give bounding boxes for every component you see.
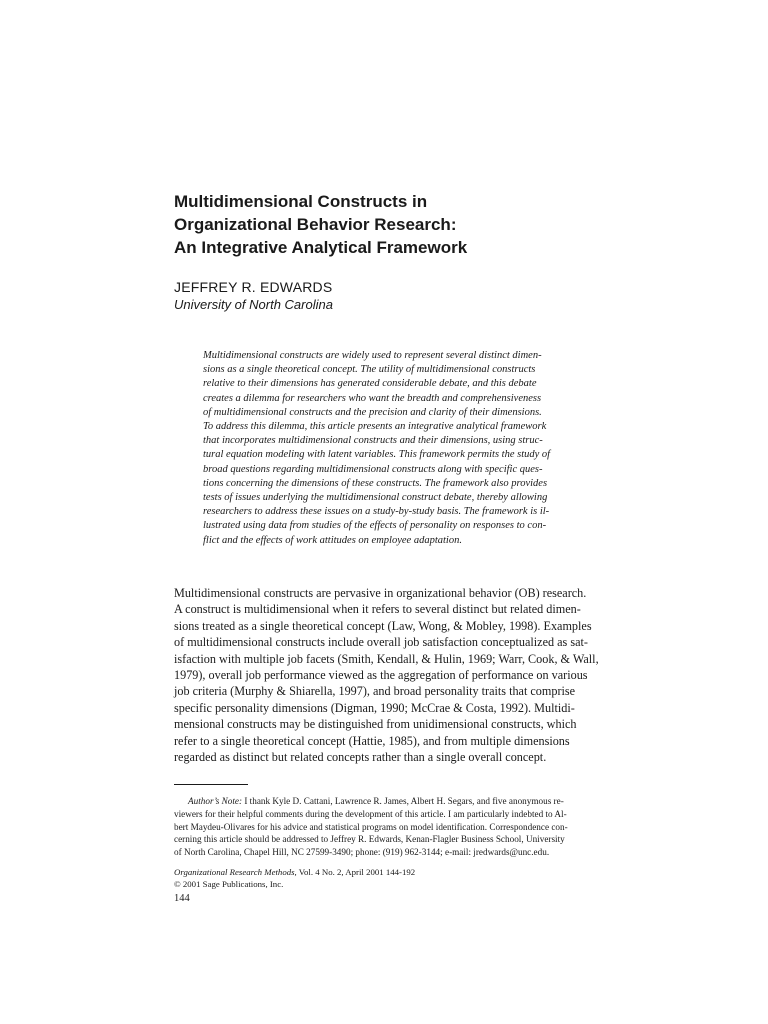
abstract-line: lustrated using data from studies of the effects of personality on responses to con- [203, 520, 547, 532]
abstract-line: researchers to address these issues on a study-by-study basis. The framework is il- [203, 506, 550, 518]
abstract-line: creates a dilemma for researchers who want the breadth and comprehensiveness [203, 392, 542, 404]
author-note-line: bert Maydeu-Olivares for his advice and statistical programs on model identification. Correspondence con- [174, 821, 568, 832]
abstract-line: flict and the effects of work attitudes on employee adaptation. [203, 534, 462, 546]
author-note-text: I thank Kyle D. Cattani, Lawrence R. James, Albert H. Segars, and five anonymous re- [242, 796, 564, 806]
abstract-line: tests of issues underlying the multidimensional construct debate, thereby allowing [203, 492, 548, 504]
article-title [174, 190, 614, 259]
title-line: An Integrative Analytical Framework [174, 238, 468, 257]
author-note-first-line [174, 795, 598, 808]
author-note [174, 795, 598, 859]
author-affiliation: University of North Carolina [174, 297, 333, 312]
abstract-line: tions concerning the dimensions of these constructs. The framework also provides [203, 477, 548, 489]
abstract-line: tural equation modeling with latent variables. This framework permits the study of [203, 449, 551, 461]
body-line: regarded as distinct but related concepts rather than a single overall concept. [174, 750, 547, 765]
journal-citation [174, 866, 415, 890]
footnote-divider [174, 784, 248, 785]
body-line: 1979), overall job performance viewed as the aggregation of performance on various [174, 668, 588, 683]
body-line: mensional constructs may be distinguished from unidimensional constructs, which [174, 717, 577, 732]
author-note-label: Author’s Note: [188, 796, 243, 806]
author-name: JEFFREY R. EDWARDS [174, 279, 333, 295]
journal-details: , Vol. 4 No. 2, April 2001 144-192 [294, 867, 416, 877]
body-line: isfaction with multiple job facets (Smith, Kendall, & Hulin, 1969; Warr, Cook, & Wall, [174, 651, 599, 666]
author-note-line: cerning this article should be addressed to Jeffrey R. Edwards, Kenan-Flagler Business School, University [174, 834, 565, 845]
abstract-line: Multidimensional constructs are widely used to represent several distinct dimen- [203, 350, 542, 361]
title-line: Organizational Behavior Research: [174, 215, 457, 234]
journal-name: Organizational Research Methods [174, 867, 295, 877]
title-line: Multidimensional Constructs in [174, 192, 428, 211]
abstract-line: To address this dilemma, this article presents an integrative analytical framework [203, 421, 547, 433]
body-paragraph [174, 585, 598, 765]
body-line: specific personality dimensions (Digman, 1990; McCrae & Costa, 1992). Multidi- [174, 700, 575, 715]
abstract-line: that incorporates multidimensional constructs and their dimensions, using struc- [203, 435, 543, 447]
abstract-line: of multidimensional constructs and the precision and clarity of their dimensions. [203, 406, 542, 418]
body-line: of multidimensional constructs include overall job satisfaction conceptualized as sat- [174, 635, 588, 650]
body-line: Multidimensional constructs are pervasive in organizational behavior (OB) research. [174, 586, 587, 600]
citation-line [174, 866, 415, 878]
copyright-line: © 2001 Sage Publications, Inc. [174, 879, 284, 889]
abstract-line: broad questions regarding multidimensional constructs along with specific ques- [203, 463, 543, 475]
body-line: refer to a single theoretical concept (Hattie, 1985), and from multiple dimensions [174, 733, 570, 748]
author-note-line: viewers for their helpful comments during the development of this article. I am particularly indebted to Al- [174, 808, 567, 819]
abstract [203, 349, 567, 548]
body-line: A construct is multidimensional when it refers to several distinct but related dimen- [174, 602, 581, 617]
page-number: 144 [174, 893, 190, 904]
abstract-line: relative to their dimensions has generated considerable debate, and this debate [203, 378, 537, 390]
abstract-line: sions as a single theoretical concept. The utility of multidimensional constructs [203, 364, 536, 376]
author-note-line: of North Carolina, Chapel Hill, NC 27599-3490; phone: (919) 962-3144; e-mail: jredwards@unc.edu. [174, 847, 550, 858]
body-line: sions treated as a single theoretical concept (Law, Wong, & Mobley, 1998). Examples [174, 618, 592, 633]
body-line: job criteria (Murphy & Shiarella, 1997), and broad personality traits that comprise [174, 684, 576, 699]
